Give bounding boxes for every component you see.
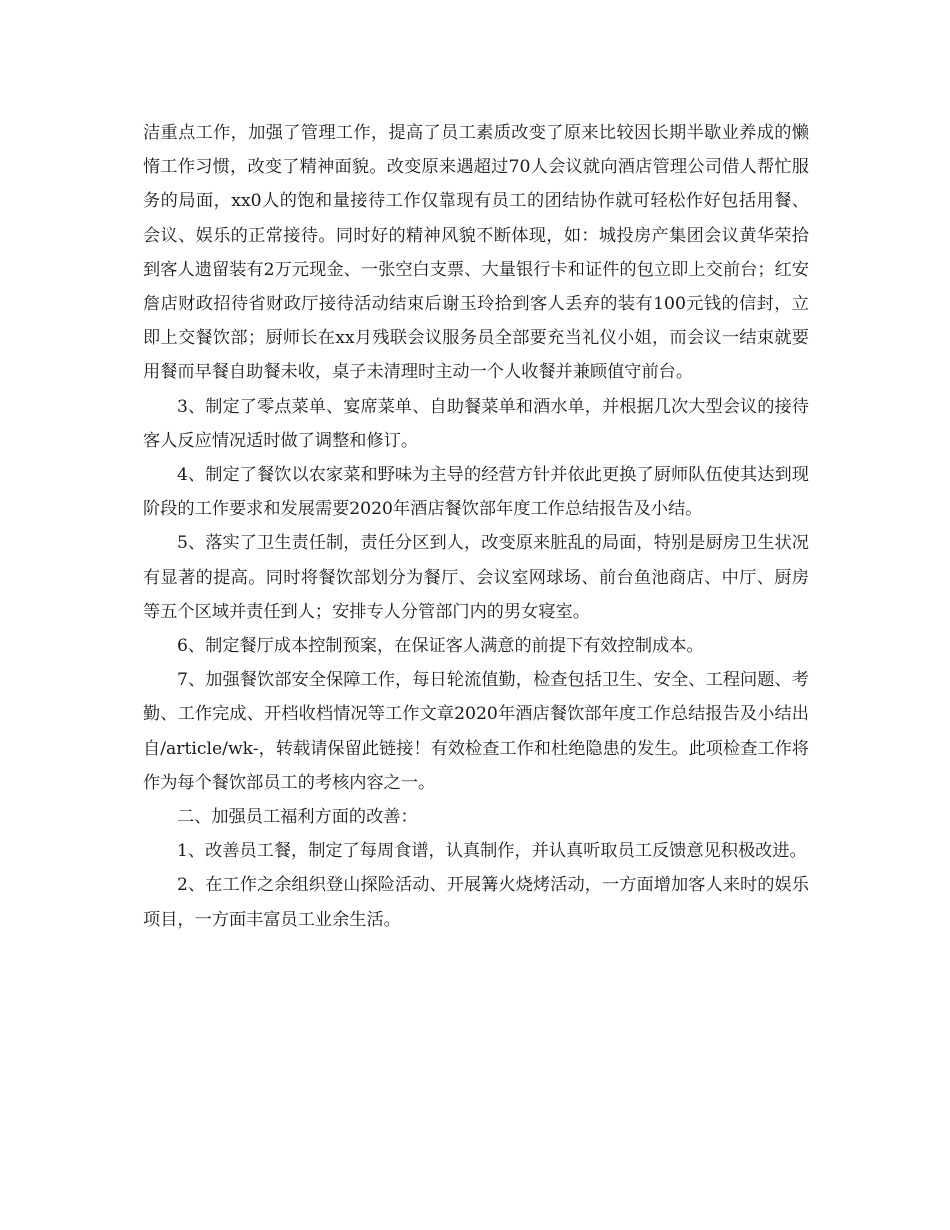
paragraph-welfare-item-1: 1、改善员工餐，制定了每周食谱，认真制作，并认真听取员工反馈意见积极改进。 xyxy=(177,841,807,862)
paragraph-welfare-item-2: 2、在工作之余组织登山探险活动、开展篝火烧烤活动，一方面增加客人来时的娱乐项目，一方面丰富员工业余生活。 xyxy=(143,875,809,930)
paragraph-item-3-menus: 3、制定了零点菜单、宴席菜单、自助餐菜单和酒水单，并根据几次大型会议的接待客人反应情况适时做了调整和修订。 xyxy=(143,396,809,451)
paragraph-item-5-hygiene: 5、落实了卫生责任制，责任分区到人，改变原来脏乱的局面，特别是厨房卫生状况有显著的提高。同时将餐饮部划分为餐厅、会议室网球场、前台鱼池商店、中厅、厨房等五个区域并责任到人；安排专人分管部门内的男女寝室。 xyxy=(143,533,809,622)
paragraph-item-4-business-policy: 4、制定了餐饮以农家菜和野味为主导的经营方针并依此更换了厨师队伍使其达到现阶段的工作要求和发展需要2020年酒店餐饮部年度工作总结报告及小结。 xyxy=(143,465,809,520)
paragraph-staff-improvements: 洁重点工作，加强了管理工作，提高了员工素质改变了原来比较因长期半歇业养成的懒惰工作习惯，改变了精神面貌。改变原来遇超过70人会议就向酒店管理公司借人帮忙服务的局面，xx0人的饱和量接待工作仅靠现有员工的团结协作就可轻松作好包括用餐、会议、娱乐的正常接待。同时好的精神风貌不断体现，如：城投房产集团会议黄华荣拾到客人遗留装有2万元现金、一张空白支票、大量银行卡和证件的包立即上交前台；红安詹店财政招待省财政厅接待活动结束后谢玉玲拾到客人丢弃的装有100元钱的信封，立即上交餐饮部；厨师长在xx月残联会议服务员全部要充当礼仪小姐，而会议一结束就要用餐而早餐自助餐未收，桌子未清理时主动一个人收餐并兼顾值守前台。 xyxy=(143,123,809,383)
section-heading-staff-welfare: 二、加强员工福利方面的改善： xyxy=(177,807,418,828)
paragraph-item-7-safety: 7、加强餐饮部安全保障工作，每日轮流值勤，检查包括卫生、安全、工程问题、考勤、工作完成、开档收档情况等工作文章2020年酒店餐饮部年度工作总结报告及小结出自/article/wk-，转载请保留此链接！有效检查工作和杜绝隐患的发生。此项检查工作将作为每个餐饮部员工的考核内容之一。 xyxy=(143,670,809,793)
document-body xyxy=(143,116,809,937)
paragraph-item-6-cost-control: 6、制定餐厅成本控制预案，在保证客人满意的前提下有效控制成本。 xyxy=(177,636,704,657)
